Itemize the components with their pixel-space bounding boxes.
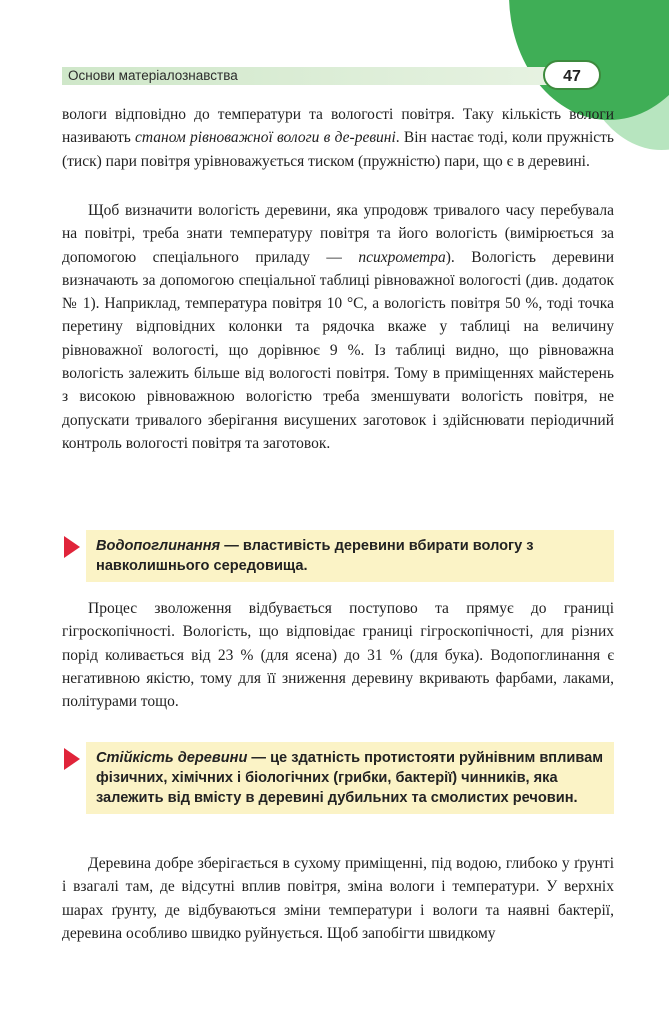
page-number: 47 — [543, 60, 601, 90]
text: Процес зволоження відбувається поступово та прямує до границі гігроскопічності. Вологість, що відповідає границі гігроскопічності, для різних порід коливається від 23 % (для ясена) до 31 % (для бука). Водопоглинання є негативною якістю, тому для її зниження деревину вкривають фарбами, лаками, політурами тощо. — [62, 600, 614, 711]
definition-arrow-icon — [64, 748, 80, 770]
definition-box — [86, 530, 614, 582]
text: ). Вологість деревини визначають за допомогою спеціальної таблиці рівноважної вологості (див. додаток № 1). Наприклад, температура повітря 10 °С, а вологість повітря 50 %, тоді точка перетину відповідних колонки та рядочка вкаже у таблиці на величину рівноважної вологості, що дорівнює 9 %. Із таблиці видно, що рівноважна вологість залежить більше від вологості повітря. Тому в приміщеннях майстерень з високою рівноважною вологістю треба зменшувати вологість повітря, не допускати тривалого зберігання висушених заготовок і здійснювати періодичний контроль вологості повітря та заготовок. — [62, 248, 615, 452]
definition-box — [86, 742, 614, 814]
definition-text: — властивість деревини вбирати вологу з навколишнього середовища. — [96, 538, 534, 574]
term-italic: ревині — [354, 129, 396, 147]
text: Щоб визначити вологість деревини, яка упродовж тривалого часу перебувала на повітрі, треба знати температуру повітря та його вологість (вимірюється за допомогою спеціального приладу — — [62, 202, 614, 266]
definition-arrow-icon — [64, 536, 80, 558]
text: Деревина добре зберігається в сухому приміщенні, під водою, глибоко у ґрунті і взагалі там, де відсутні вплив повітря, зміна вологи і температури. У верхніх шарах ґрунту, де відбуваються зміни температури і вологи та наявні бактерії, деревина особливо швидко руйнується. Щоб запобігти швидкому — [62, 855, 614, 942]
definition-text: — це здатність протистояти руйнівним впливам фізичних, хімічних і біологічних (грибки, бактерії) чинників, яка залежить від вмісту в деревині дубильних та смолистих речовин. — [96, 750, 604, 806]
paragraph-absorption — [62, 597, 614, 713]
text: вологи відповідно до температури та вологості повітря. Таку — [62, 106, 494, 123]
text: . Він настає тоді, коли пружність (тиск) пари повітря — [62, 129, 615, 170]
paragraph-continued — [62, 103, 614, 173]
definition-term: Стійкість деревини — [96, 750, 248, 766]
text: урівноважується тиском (пружністю) пари, що є в деревині. — [194, 152, 590, 170]
paragraph-humidity — [62, 199, 614, 455]
term-italic: психрометра — [358, 248, 446, 266]
running-header-title: Основи матеріалознавства — [68, 68, 238, 83]
text: кількість вологи називають — [62, 106, 615, 147]
paragraph-durability — [62, 852, 614, 945]
term-italic: станом рівноважної вологи в де- — [135, 129, 355, 147]
definition-term: Водопоглинання — [96, 538, 221, 554]
